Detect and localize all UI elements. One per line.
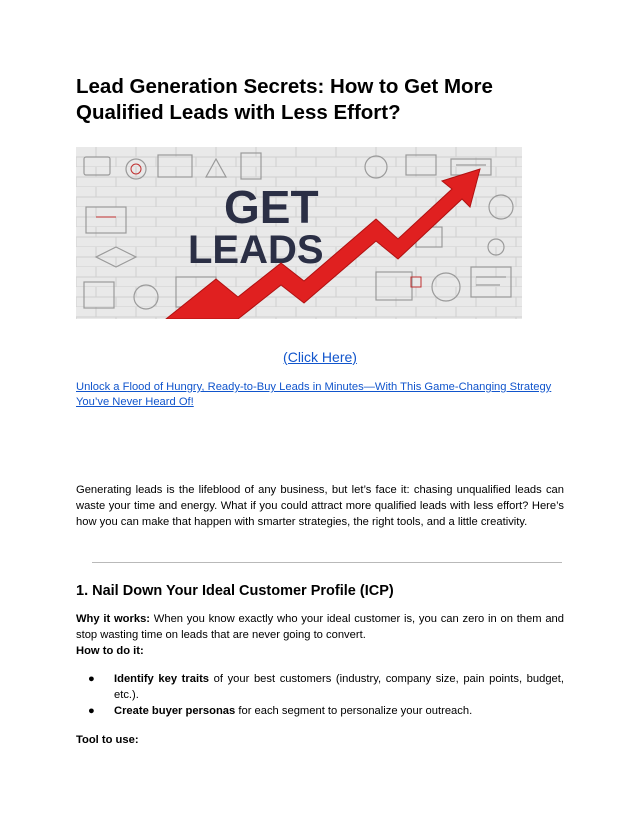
list-item	[76, 704, 564, 720]
how-to-label: How to do it:	[76, 645, 144, 657]
list-item	[76, 672, 564, 703]
why-it-works-text: When you know exactly who your ideal customer is, you can zero in on them and stop wasting time on leads that are never going to convert.	[76, 613, 564, 641]
hero-headline-line2: LEADS	[188, 228, 324, 272]
list-item-bold: Create buyer personas	[114, 705, 236, 717]
click-here-link[interactable]: (Click Here)	[283, 349, 357, 365]
intro-paragraph: Generating leads is the lifeblood of any business, but let’s face it: chasing unqualified leads can waste your time and energy. What if you could attract more qualified leads with less effort? Here’s how you can make that happen with smarter strategies, the right tools, and a little creativity.	[76, 484, 564, 528]
why-it-works-label: Why it works:	[76, 613, 151, 625]
promo-link[interactable]: Unlock a Flood of Hungry, Ready-to-Buy Leads in Minutes—With This Game-Changing Strategy You’ve Never Heard Of!	[76, 381, 552, 408]
list-item-text: of your best customers (industry, company size, pain points, budget, etc.).	[114, 673, 564, 701]
why-it-works-paragraph	[76, 612, 564, 643]
section1-heading: 1. Nail Down Your Ideal Customer Profile (ICP)	[76, 583, 394, 599]
click-here-link-wrapper	[0, 349, 640, 365]
steps-list	[76, 672, 564, 720]
horizontal-divider	[92, 562, 562, 563]
bullet-icon: ●	[88, 673, 95, 685]
hero-image	[76, 147, 522, 319]
bullet-icon: ●	[88, 705, 95, 717]
list-item-bold: Identify key traits	[114, 673, 210, 685]
promo-link-wrapper	[76, 380, 566, 410]
document-title: Lead Generation Secrets: How to Get More Qualified Leads with Less Effort?	[76, 75, 493, 124]
tool-to-use-label: Tool to use:	[76, 734, 139, 746]
hero-headline-line1: GET	[224, 181, 319, 233]
list-item-text: for each segment to personalize your outreach.	[235, 705, 473, 717]
